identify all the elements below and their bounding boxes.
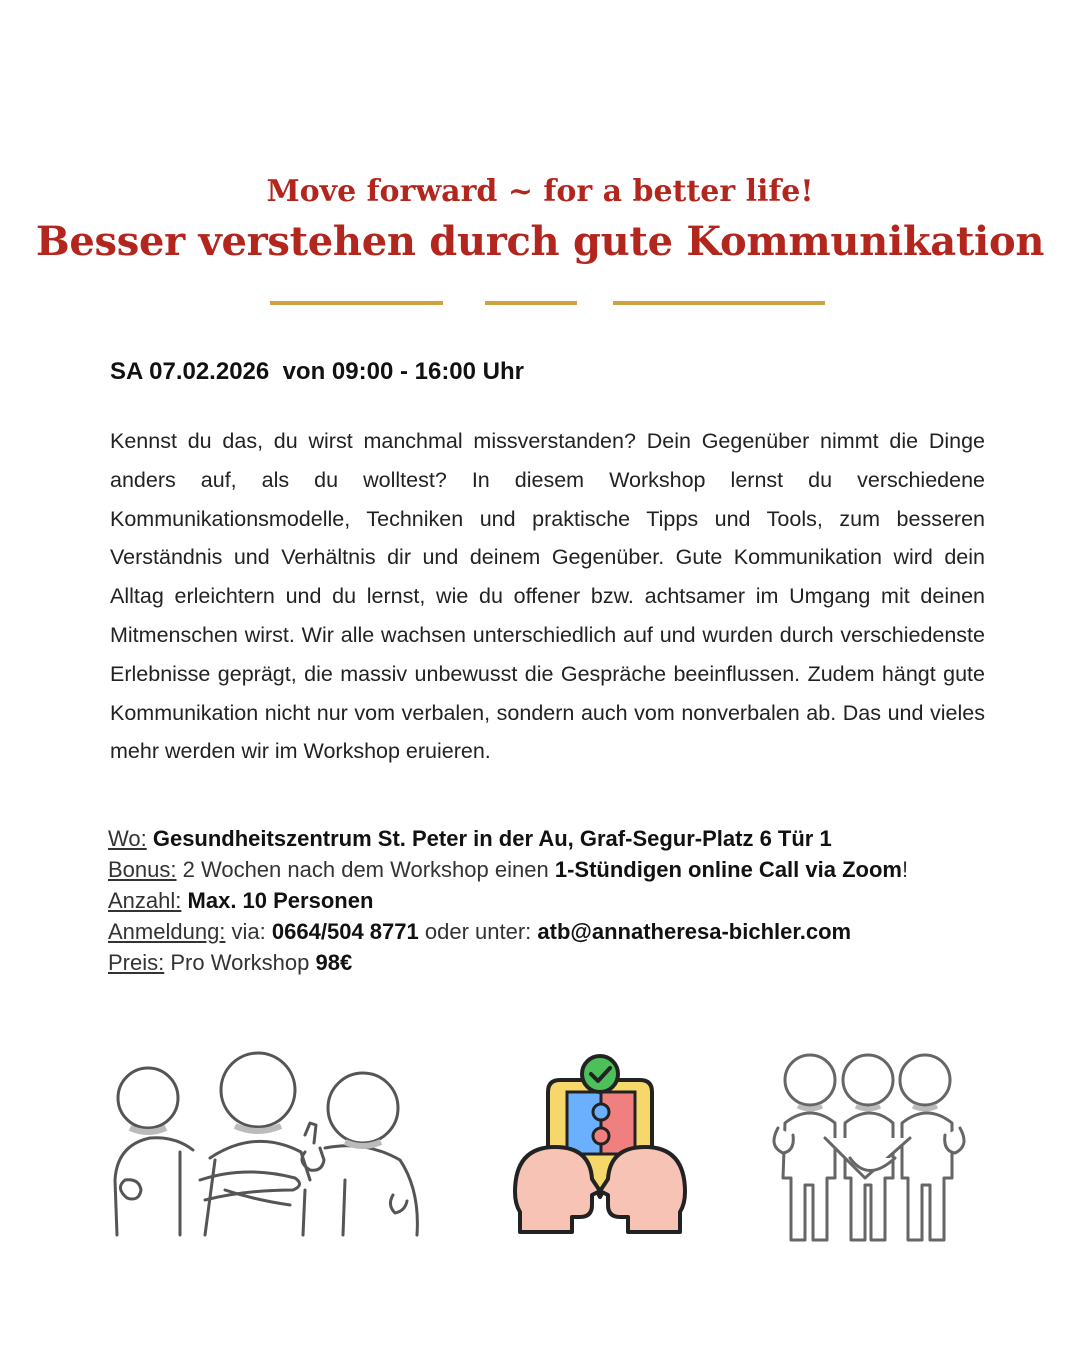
registration-via: via:	[231, 919, 266, 944]
location-label: Wo:	[108, 826, 147, 851]
detail-bonus	[108, 854, 908, 885]
bonus-text: 2 Wochen nach dem Workshop einen	[182, 857, 549, 882]
bonus-end: !	[901, 857, 909, 882]
detail-price	[108, 947, 908, 978]
capacity-value: Max. 10 Personen	[187, 888, 374, 913]
group-discussion-icon	[105, 1040, 430, 1245]
registration-label: Anmeldung:	[108, 919, 226, 944]
divider-left	[270, 301, 443, 305]
divider-middle	[485, 301, 577, 305]
page-title: Besser verstehen durch gute Kommunikation	[35, 218, 1045, 265]
detail-capacity	[108, 885, 908, 916]
price-text: Pro Workshop	[170, 950, 310, 975]
capacity-label: Anzahl:	[108, 888, 182, 913]
price-label: Preis:	[108, 950, 165, 975]
registration-email[interactable]: atb@annatheresa-bichler.com	[537, 919, 852, 944]
registration-phone[interactable]: 0664/504 8771	[271, 919, 419, 944]
detail-location	[108, 823, 908, 854]
details-block	[108, 823, 908, 978]
event-date: SA 07.02.2026 von 09:00 - 16:00 Uhr	[110, 358, 524, 385]
description-text: Kennst du das, du wirst manchmal missverstanden? Dein Gegenüber nimmt die Dinge anders auf, als du wolltest? In diesem Workshop lernst du verschiedene Kommunikationsmodelle, Techniken und praktische Tipps und Tools, zum besseren Verständnis und Verhältnis dir und deinem Gegenüber. Gute Kommunikation wird dein Alltag erleichtern und du lernst, wie du offener bzw. achtsamer im Umgang mit deinen Mitmenschen wirst. Wir alle wachsen unterschiedlich auf und wurden durch verschiedenste Erlebnisse geprägt, die massiv unbewusst die Gespräche beeinflussen. Zudem hängt gute Kommunikation nicht nur vom verbalen, sondern auch vom nonverbalen ab. Das und vieles mehr werden wir im Workshop eruieren.	[110, 429, 985, 764]
location-value: Gesundheitszentrum St. Peter in der Au, Graf-Segur-Platz 6 Tür 1	[152, 826, 832, 851]
bonus-bold: 1-Stündigen online Call via Zoom	[554, 857, 902, 882]
bonus-label: Bonus:	[108, 857, 177, 882]
divider-right	[613, 301, 825, 305]
detail-registration	[108, 916, 908, 947]
communication-puzzle-icon	[505, 1052, 695, 1242]
teamwork-icon	[770, 1048, 975, 1248]
price-value: 98€	[315, 950, 353, 975]
tagline: Move forward ~ for a better life!	[266, 174, 814, 209]
registration-oder: oder unter:	[424, 919, 532, 944]
